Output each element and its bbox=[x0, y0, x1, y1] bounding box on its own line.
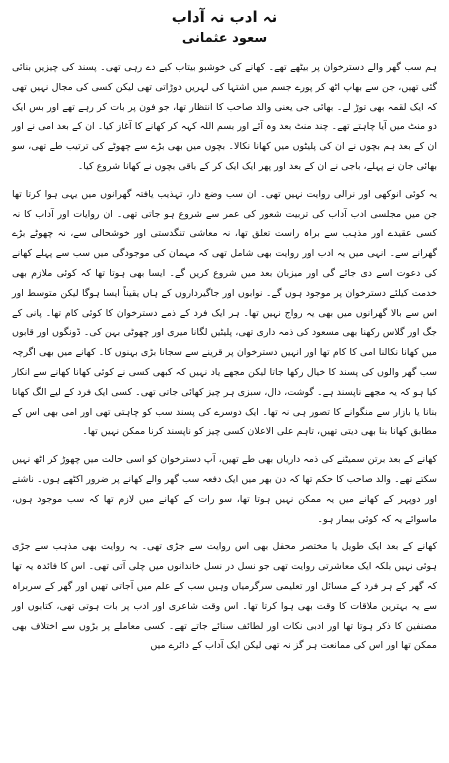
paragraph: یہ کوئی انوکھی اور نرالی روایت نہیں تھی۔ ان سب وضع دار، تہذیب یافتہ گھرانوں میں یہی ہوا کرتا تھا جن میں مجلسی ادب آداب کی تربیت شعور کی عمر سے شروع ہو جاتی تھی۔ ان روایات اور آداب کا نہ کسی عقیدے اور مذہب سے براہ راست تعلق تھا، نہ معاشی تنگدستی اور خوشحالی سے، نہ چھوٹے بڑے گھرانے سے۔ انہی میں یہ ادب اور روایت بھی شامل تھی کہ مہمان کی موجودگی میں سب سے پہلے کھانے کی دعوت اسے دی جائے گی اور میزبان بعد میں شروع کریں گے۔ ایسا بھی ہوتا تھا کہ کوئی ملازم بھی خدمت کیلئے دسترخوان پر موجود ہوں گے۔ نوابوں اور جاگیرداروں کے ہاں یقیناً ایسا ہوگا لیکن متوسط اور اس سے بالا گھرانوں میں بھی یہ رواج نہیں تھا۔ ہر ایک فرد کے ذمے دسترخوان کا کوئی کام تھا۔ پانی کے جگ اور گلاس رکھنا بھی مسعود کی ذمہ داری تھی، پلیٹیں لگانا میری اور چھوٹی بہن کی۔ ڈونگوں اور قابوں میں کھانا نکالنا امی کا کام تھا اور انہیں دسترخوان پر قرینے سے سجانا بڑی بہنوں کا۔ کھانے میں بھی اگرچہ سب گھر والوں کی پسند کا خیال رکھا جاتا لیکن مجھے یاد نہیں کہ کبھی کسی نے کوئی کھانا کھانے سے انکار کیا ہو کہ یہ مجھے ناپسند ہے۔ گوشت، دال، سبزی ہر چیز کھائی جاتی تھی۔ کسی ایک فرد کے لیے الگ کھانا بنانا یا بازار سے منگوانے کا تصور ہی نہ تھا۔ ایک دوسرے کی پسند سب کو چاہتی تھی اور امی بھی اس کے مطابق کھانا بنا بھی دیتی تھیں، تاہم علی الاعلان کسی چیز کو ناپسند کرنا ممکن نہیں تھا۔ bbox=[12, 188, 437, 438]
article-title: نہ ادب نہ آداب bbox=[171, 8, 278, 26]
paragraph: ہم سب گھر والے دسترخوان پر بیٹھے تھے۔ کھانے کی خوشبو بیتاب کیے دے رہی تھی۔ پسند کی چیزیں بنائی گئی تھیں، جن سے بھاپ اٹھ کر پورے جسم میں اشتہا کی لہریں دوڑاتی تھی لیکن کسی کی مجال نہیں تھی کہ ایک لقمہ بھی توڑ لے۔ بھائی جی یعنی والد صاحب کا انتظار تھا، جو فون پر بات کر رہے تھے اور بس ایک دو منٹ میں آیا چاہتے تھے۔ چند منٹ بعد وہ آئے اور بسم اللہ کہہ کر کھانے کا آغاز کیا۔ ان کے بعد امی نے اور ان کے بعد ہم بچوں نے ان کی پلیٹوں میں کھانا نکالا۔ بچوں میں بھی بڑے سے چھوٹے کی ترتیب طے تھی، سو بھائی جان نے پہلے، باجی نے ان کے بعد اور پھر ایک ایک کر کے باقی بچوں نے کھانا شروع کیا۔ bbox=[12, 62, 437, 172]
article-body bbox=[12, 58, 437, 656]
article-author: سعود عثمانی bbox=[181, 31, 268, 46]
paragraph: کھانے کے بعد ایک طویل یا مختصر محفل بھی اس روایت سے جڑی تھی۔ یہ روایت بھی مذہب سے جڑی ہوئی نہیں بلکہ ایک معاشرتی روایت تھی جو نسل در نسل خاندانوں میں چلی آتی تھی۔ اس کا فائدہ یہ تھا کہ گھر کے ہر فرد کے مسائل اور تعلیمی سرگرمیاں وہیں سب کے علم میں آجاتی تھیں اور گھر کے سربراہ سے یہ بہترین ملاقات کا وقت بھی ہوا کرتا تھا۔ اس وقت شاعری اور ادب پر بات ہوتی تھی، کتابوں اور مصنفین کا ذکر ہوتا تھا اور ادبی نکات اور لطائف سنائے جاتے تھے۔ کسی معاملے پر بڑوں سے اختلاف بھی ممکن تھا اور اس کی ممانعت ہر گز نہ تھی لیکن ایک آداب کے دائرے میں bbox=[12, 541, 437, 652]
paragraph: کھانے کے بعد برتن سمیٹنے کی ذمہ داریاں بھی طے تھیں، آپ دسترخوان کو اسی حالت میں چھوڑ کر اٹھ نہیں سکتے تھے۔ والد صاحب کا حکم تھا کہ دن بھر میں ایک دفعہ سب گھر والے کھانے پر ضرور اکٹھے ہوں۔ ناشتے اور دوپہر کے کھانے میں یہ ممکن نہیں ہوتا تھا، سو رات کے کھانے میں لازم تھا کہ سب موجود ہوں، ماسوائے یہ کہ کوئی بیمار ہو۔ bbox=[12, 454, 437, 525]
